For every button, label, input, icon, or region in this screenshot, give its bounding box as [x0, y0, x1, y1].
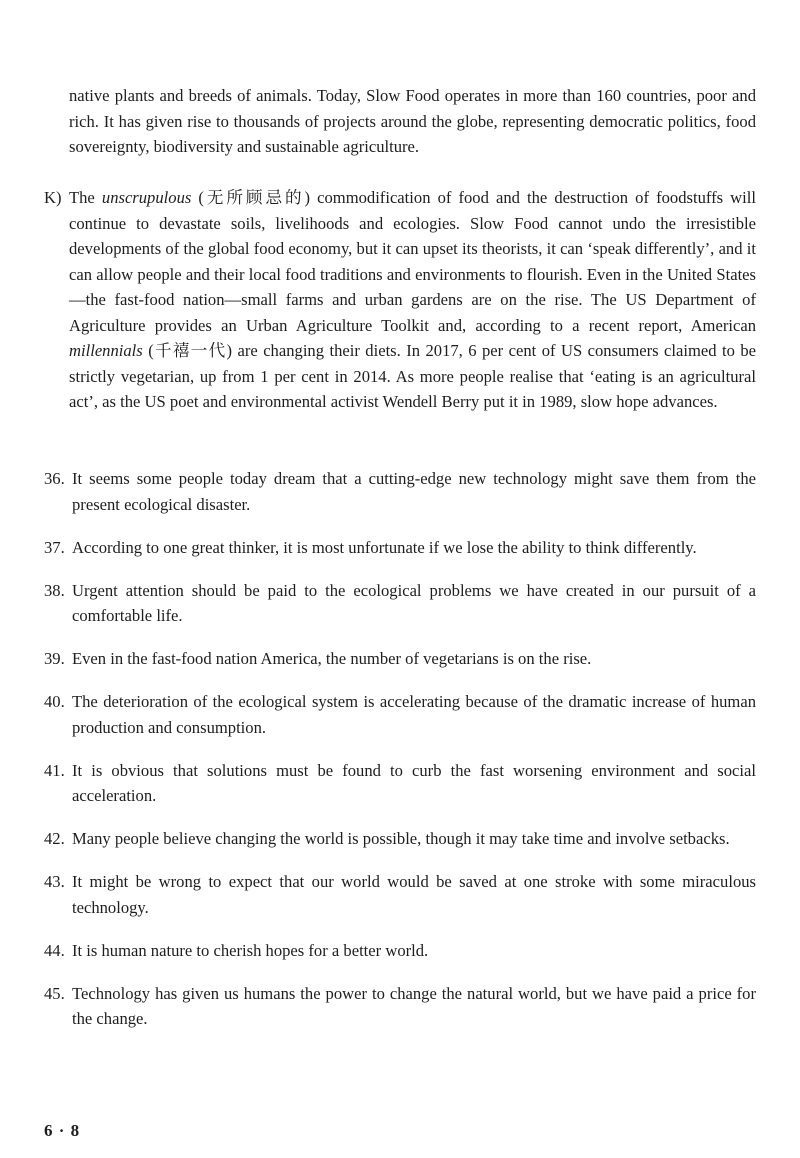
- question-number: 42.: [44, 829, 65, 848]
- question-item: [44, 758, 756, 809]
- question-item: [44, 826, 756, 852]
- question-list: [44, 466, 756, 1049]
- question-number: 37.: [44, 537, 65, 557]
- question-number: 40.: [44, 692, 65, 711]
- question-item: [44, 981, 756, 1032]
- paragraph-k-seg1: The: [69, 188, 102, 207]
- question-text: The deterioration of the ecological system is accelerating because of the dramatic increase of human production and consumption.: [72, 692, 756, 737]
- question-item: [44, 466, 756, 517]
- question-text: Even in the fast-food nation America, the number of vegetarians is on the rise.: [72, 649, 592, 668]
- page-number: 6 · 8: [44, 1121, 81, 1140]
- question-item: [44, 646, 756, 672]
- paragraph-k-seg3: are changing their diets. In 2017, 6 per cent of US consumers claimed to be strictly vegetarian, up from 1 per cent in 2014. As more people realise that ‘eating is an agricultural act’, as the US poet and environmental activist Wendell Berry put it in 1989, slow hope advances.: [69, 341, 756, 411]
- passage-continuation: native plants and breeds of animals. Today, Slow Food operates in more than 160 countries, poor and rich. It has given rise to thousands of projects around the globe, representing democratic politics, food sovereignty, biodiversity and sustainable agriculture.: [69, 86, 756, 156]
- question-item: [44, 938, 756, 964]
- paragraph-k-seg2: commodification of food and the destruction of foodstuffs will continue to devastate soils, livelihoods and ecologies. Slow Food cannot undo the irresistible developments of the global food economy, but it can upset its theorists, it can ‘speak differently’, and it can allow people and their local food traditions and environments to flourish. Even in the United States—the fast-food nation—small farms and urban gardens are on the rise. The US Department of Agriculture provides an Urban Agriculture Toolkit and, according to a recent report, American: [69, 188, 756, 335]
- term-millennials: millennials: [69, 341, 143, 360]
- question-number: 43.: [44, 872, 65, 891]
- question-text: It is obvious that solutions must be found to curb the fast worsening environment and social acceleration.: [72, 760, 756, 805]
- question-text: It seems some people today dream that a cutting-edge new technology might save them from the present ecological disaster.: [72, 469, 756, 514]
- question-item: [44, 578, 756, 629]
- question-text: It is human nature to cherish hopes for a better world.: [72, 940, 429, 960]
- gloss-millennials: (千禧一代): [142, 341, 238, 360]
- gloss-unscrupulous: (无所顾忌的): [191, 188, 318, 207]
- question-number: 36.: [44, 469, 65, 488]
- question-text: Urgent attention should be paid to the ecological problems we have created in our pursuit of a comfortable life.: [72, 580, 756, 625]
- term-unscrupulous: unscrupulous: [101, 188, 192, 207]
- question-item: [44, 535, 756, 561]
- question-number: 39.: [44, 649, 65, 668]
- question-number: 45.: [44, 983, 65, 1003]
- question-item: [44, 689, 756, 740]
- question-text: Technology has given us humans the power to change the natural world, but we have paid a price for the change.: [72, 983, 756, 1028]
- question-text: According to one great thinker, it is most unfortunate if we lose the ability to think differently.: [72, 537, 697, 557]
- question-item: [44, 869, 756, 920]
- question-number: 41.: [44, 760, 65, 780]
- question-text: Many people believe changing the world is possible, though it may take time and involve setbacks.: [72, 829, 730, 848]
- paragraph-k: [69, 185, 756, 415]
- paragraph-label-k: K): [44, 188, 62, 207]
- question-number: 44.: [44, 940, 65, 960]
- question-text: It might be wrong to expect that our world would be saved at one stroke with some miraculous technology.: [72, 872, 756, 917]
- question-number: 38.: [44, 580, 65, 600]
